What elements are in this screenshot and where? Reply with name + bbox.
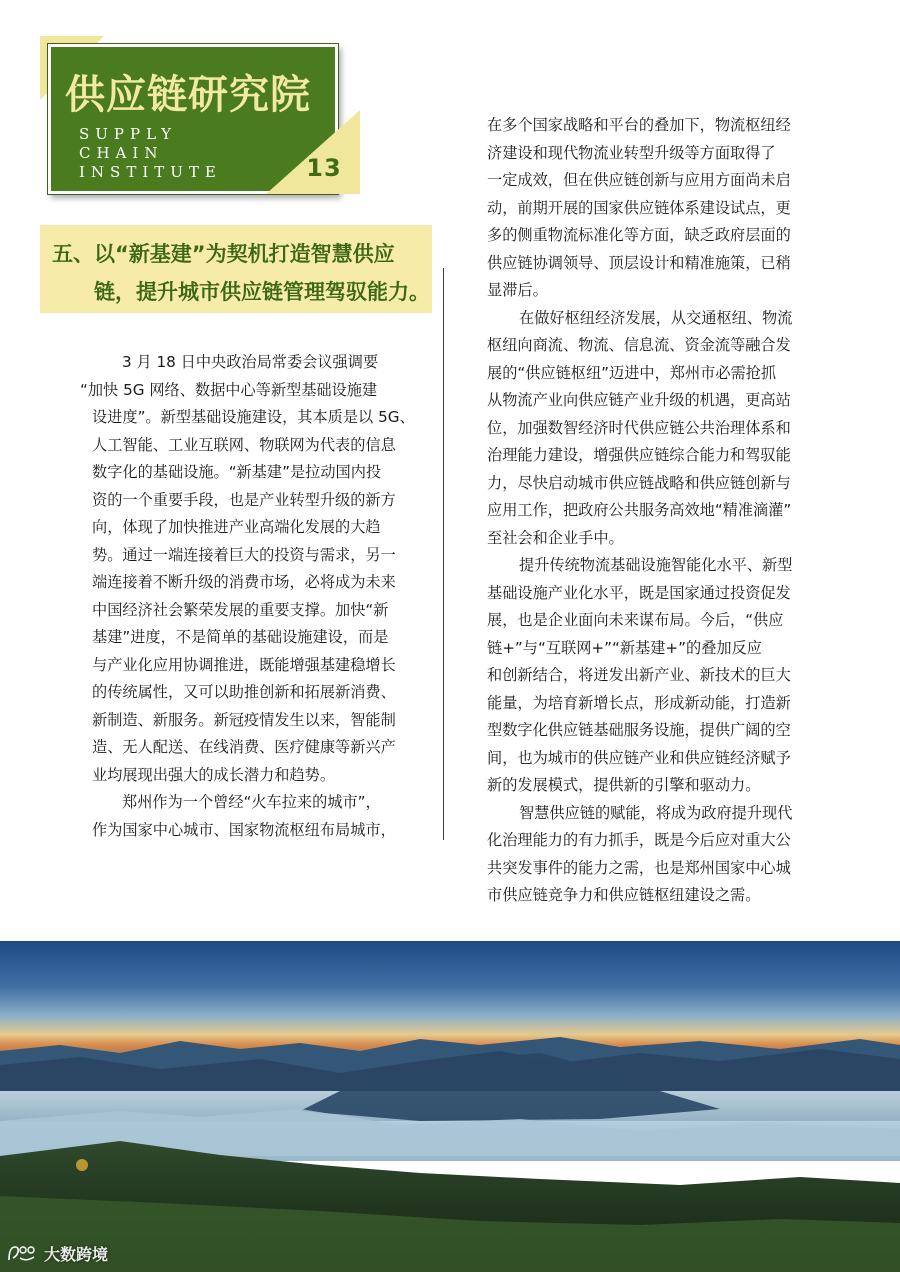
text-line: 郑州作为一个曾经“火车拉来的城市”， bbox=[122, 793, 381, 811]
text-line: 基建”进度，不是简单的基础设施建设，而是 bbox=[92, 628, 389, 646]
text-line: 化治理能力的有力抓手，既是今后应对重大公 bbox=[487, 831, 791, 849]
institute-logo bbox=[40, 36, 360, 198]
section-heading-line-2: 链，提升城市供应链管理驾驭能力。 bbox=[94, 280, 430, 304]
text-line: 造、无人配送、在线消费、医疗健康等新兴产 bbox=[92, 738, 396, 756]
text-line: 间，也为城市的供应链产业和供应链经济赋予 bbox=[487, 748, 791, 767]
text-line: 和创新结合，将迸发出新产业、新技术的巨大 bbox=[487, 666, 791, 684]
text-line: 作为国家中心城市、国家物流枢纽布局城市， bbox=[92, 820, 396, 839]
text-line: 型数字化供应链基础服务设施，提供广阔的空 bbox=[487, 721, 791, 739]
text-line: 链+”与“互联网+”“新基建+”的叠加反应 bbox=[487, 638, 762, 657]
text-line: 在多个国家战略和平台的叠加下，物流枢纽经 bbox=[487, 116, 791, 134]
brand-logo-icon bbox=[6, 1243, 40, 1263]
text-line: 业均展现出强大的成长潜力和趋势。 bbox=[92, 765, 335, 784]
text-line: 应用工作，把政府公共服务高效地“精准滴灌” bbox=[487, 501, 792, 519]
text-line: 动，前期开展的国家供应链体系建设试点，更 bbox=[487, 198, 791, 217]
text-line: 端连接着不断升级的消费市场，必将成为未来 bbox=[92, 573, 396, 591]
text-line: 3 月 18 日中央政治局常委会议强调要 bbox=[122, 353, 379, 371]
text-line: 新制造、新服务。新冠疫情发生以来，智能制 bbox=[92, 710, 396, 729]
text-line: 设进度”。新型基础设施建设，其本质是以 5G、 bbox=[92, 408, 415, 426]
watermark bbox=[6, 1241, 108, 1265]
text-line: “加快 5G 网络、数据中心等新型基础设施建 bbox=[80, 380, 378, 399]
text-line: 治理能力建设，增强供应链综合能力和驾驭能 bbox=[487, 446, 791, 464]
text-line: 枢纽向商流、物流、信息流、资金流等融合发 bbox=[487, 336, 791, 354]
page-number: 13 bbox=[306, 154, 342, 182]
text-line: 一定成效，但在供应链创新与应用方面尚未启 bbox=[487, 171, 791, 189]
logo-title: 供应链研究院 bbox=[65, 72, 311, 118]
text-line: 共突发事件的能力之需，也是郑州国家中心城 bbox=[487, 858, 791, 877]
logo-english-line-3: INSTITUTE bbox=[79, 163, 222, 181]
text-line: 显滞后。 bbox=[487, 281, 548, 299]
logo-english-line-1: SUPPLY bbox=[79, 125, 178, 143]
text-line: 济建设和现代物流业转型升级等方面取得了 bbox=[487, 143, 776, 162]
right-text-column bbox=[487, 112, 817, 910]
text-line: 资的一个重要手段，也是产业转型升级的新方 bbox=[92, 490, 396, 509]
text-line: 智慧供应链的赋能，将成为政府提升现代 bbox=[519, 803, 793, 822]
text-line: 位，加强数智经济时代供应链公共治理体系和 bbox=[487, 418, 791, 437]
text-line: 供应链协调领导、顶层设计和精准施策，已稍 bbox=[487, 253, 791, 272]
text-line: 展的“供应链枢纽”迈进中，郑州市必需抢抓 bbox=[487, 363, 777, 382]
watermark-text: 大数跨境 bbox=[44, 1244, 109, 1264]
text-line: 展，也是企业面向未来谋布局。今后，“供应 bbox=[487, 611, 784, 629]
text-line: 势。通过一端连接着巨大的投资与需求，另一 bbox=[92, 545, 396, 564]
text-line: 基础设施产业化水平，既是国家通过投资促发 bbox=[487, 583, 791, 602]
text-line: 向，体现了加快推进产业高端化发展的大趋 bbox=[92, 518, 381, 536]
text-line: 能量，为培育新增长点，形成新动能，打造新 bbox=[487, 693, 791, 712]
text-line: 市供应链竞争力和供应链枢纽建设之需。 bbox=[487, 886, 761, 904]
column-divider bbox=[443, 268, 444, 840]
text-line: 至社会和企业手中。 bbox=[487, 528, 624, 547]
text-line: 数字化的基础设施。“新基建”是拉动国内投 bbox=[92, 463, 382, 481]
text-line: 多的侧重物流标准化等方面，缺乏政府层面的 bbox=[487, 226, 791, 244]
text-line: 提升传统物流基础设施智能化水平、新型 bbox=[519, 556, 793, 574]
text-line: 从物流产业向供应链产业升级的机遇，更高站 bbox=[487, 391, 791, 409]
left-text-column bbox=[80, 349, 417, 844]
text-line: 新的发展模式，提供新的引擎和驱动力。 bbox=[487, 776, 761, 794]
text-line: 的传统属性，又可以助推创新和拓展新消费、 bbox=[92, 683, 396, 701]
text-line: 中国经济社会繁荣发展的重要支撑。加快“新 bbox=[92, 600, 389, 619]
text-line: 与产业化应用协调推进，既能增强基建稳增长 bbox=[92, 655, 396, 674]
logo-english-line-2: CHAIN bbox=[79, 144, 164, 162]
mountain-landscape-photo bbox=[0, 941, 900, 1272]
text-line: 力，尽快启动城市供应链战略和供应链创新与 bbox=[487, 473, 791, 492]
text-line: 人工智能、工业互联网、物联网为代表的信息 bbox=[92, 435, 396, 454]
section-heading bbox=[40, 225, 432, 313]
section-heading-line-1: 五、以“新基建”为契机打造智慧供应 bbox=[52, 242, 395, 266]
text-line: 在做好枢纽经济发展，从交通枢纽、物流 bbox=[519, 308, 793, 327]
